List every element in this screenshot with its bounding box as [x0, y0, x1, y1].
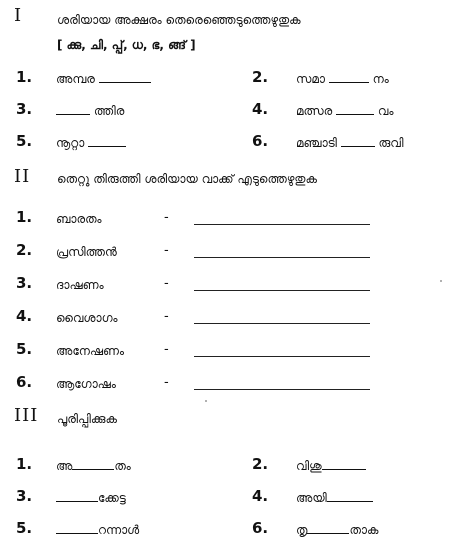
s2-item-4-answer-line[interactable] — [194, 323, 370, 324]
s2-item-5-answer-line[interactable] — [194, 356, 370, 357]
s1-item-5-blank[interactable] — [88, 136, 126, 147]
s2-item-6-dash: - — [164, 375, 169, 390]
s3-item-3-post: ക്കേട്ട — [98, 491, 126, 505]
s1-item-1 — [56, 72, 151, 87]
s3-item-6-blank[interactable] — [307, 523, 349, 534]
section-1-options: [ ക്കു, ചി, പ്പ്, ധ, ഭ, ങ്ങ് ] — [57, 38, 196, 52]
s1-item-6-pre: മഞ്ചാടി — [296, 136, 337, 150]
s1-item-3-post: ത്തിര — [93, 104, 125, 118]
s3-item-1-number: 1. — [16, 455, 33, 473]
s2-item-5-dash: - — [164, 342, 169, 357]
section-3-title: പൂരിപ്പിക്കുക — [57, 412, 117, 426]
s1-item-2 — [296, 72, 389, 87]
s1-item-3-number: 3. — [16, 100, 33, 118]
s2-item-1-word: ബാരതം — [56, 212, 102, 226]
s1-item-4-number: 4. — [252, 100, 269, 118]
s3-item-6-post: താക — [349, 523, 379, 537]
s1-item-1-pre: അമ്പര — [56, 72, 95, 86]
s2-item-4-word: വൈശാഗം — [56, 311, 118, 325]
s1-item-1-blank[interactable] — [99, 72, 151, 83]
s3-item-6-pre: തൃ — [296, 523, 308, 537]
section-1-roman: I — [14, 5, 23, 26]
s2-item-3-number: 3. — [16, 274, 33, 292]
s1-item-6-post: രുവി — [378, 136, 404, 150]
s3-item-3-blank[interactable] — [56, 491, 98, 502]
scan-speck — [205, 400, 207, 402]
s1-item-5 — [56, 136, 126, 151]
s3-item-6-number: 6. — [252, 519, 269, 537]
s3-item-4 — [296, 491, 373, 506]
s1-item-4-post: വം — [377, 104, 394, 118]
s2-item-4-number: 4. — [16, 307, 33, 325]
s3-item-3 — [56, 491, 126, 506]
s1-item-2-blank[interactable] — [329, 72, 369, 83]
s2-item-1-number: 1. — [16, 208, 33, 226]
s1-item-5-number: 5. — [16, 132, 33, 150]
s1-item-2-number: 2. — [252, 68, 269, 86]
s1-item-6-number: 6. — [252, 132, 269, 150]
s3-item-5 — [56, 523, 139, 538]
s2-item-2-number: 2. — [16, 241, 33, 259]
s2-item-3-word: ദാഷണം — [56, 278, 104, 292]
s3-item-4-number: 4. — [252, 487, 269, 505]
s2-item-1-dash: - — [164, 210, 169, 225]
s3-item-5-post: റന്നാൾ — [98, 523, 140, 537]
s3-item-6 — [296, 523, 378, 538]
s3-item-2-blank[interactable] — [322, 459, 366, 470]
section-2-roman: II — [14, 166, 31, 187]
s1-item-1-number: 1. — [16, 68, 33, 86]
s1-item-4-pre: മത്സര — [296, 104, 333, 118]
s2-item-6-number: 6. — [16, 373, 33, 391]
s3-item-2 — [296, 459, 366, 474]
s2-item-1-answer-line[interactable] — [194, 224, 370, 225]
s2-item-4-dash: - — [164, 309, 169, 324]
s3-item-4-blank[interactable] — [327, 491, 373, 502]
s3-item-5-blank[interactable] — [56, 523, 98, 534]
s3-item-1 — [56, 459, 131, 474]
s2-item-3-dash: - — [164, 276, 169, 291]
s1-item-4 — [296, 104, 394, 119]
s2-item-2-answer-line[interactable] — [194, 257, 370, 258]
s3-item-2-pre: വിശു — [296, 459, 322, 473]
s3-item-2-number: 2. — [252, 455, 269, 473]
s2-item-2-word: പ്രസിത്തൻ — [56, 245, 117, 259]
s2-item-6-answer-line[interactable] — [194, 389, 370, 390]
s1-item-4-blank[interactable] — [336, 104, 374, 115]
s1-item-3 — [56, 104, 124, 119]
s3-item-1-post: തം — [114, 459, 131, 473]
section-2-title: തെറ്റു തിരുത്തി ശരിയായ വാക്ക് എടുത്തെഴുതുക — [57, 172, 317, 186]
s3-item-1-pre: അ — [56, 459, 73, 473]
s3-item-1-blank[interactable] — [72, 459, 114, 470]
section-3-roman: III — [14, 405, 39, 426]
s1-item-2-pre: സമാ — [296, 72, 325, 86]
s2-item-3-answer-line[interactable] — [194, 290, 370, 291]
s1-item-2-post: നം — [372, 72, 389, 86]
s2-item-5-word: അനേഷണം — [56, 344, 124, 358]
s1-item-6-blank[interactable] — [341, 136, 375, 147]
s1-item-5-pre: നൂറ്റാ — [56, 136, 85, 150]
s2-item-6-word: ആഗോഷം — [56, 377, 116, 391]
s3-item-3-number: 3. — [16, 487, 33, 505]
scan-speck — [440, 280, 442, 282]
section-1-title: ശരിയായ അക്ഷരം തെരെഞ്ഞെടുത്തെഴുതുക — [57, 13, 301, 27]
s2-item-5-number: 5. — [16, 340, 33, 358]
s1-item-3-blank[interactable] — [56, 104, 90, 115]
s1-item-6 — [296, 136, 403, 151]
s3-item-4-pre: അയി — [296, 491, 327, 505]
s2-item-2-dash: - — [164, 243, 169, 258]
s3-item-5-number: 5. — [16, 519, 33, 537]
